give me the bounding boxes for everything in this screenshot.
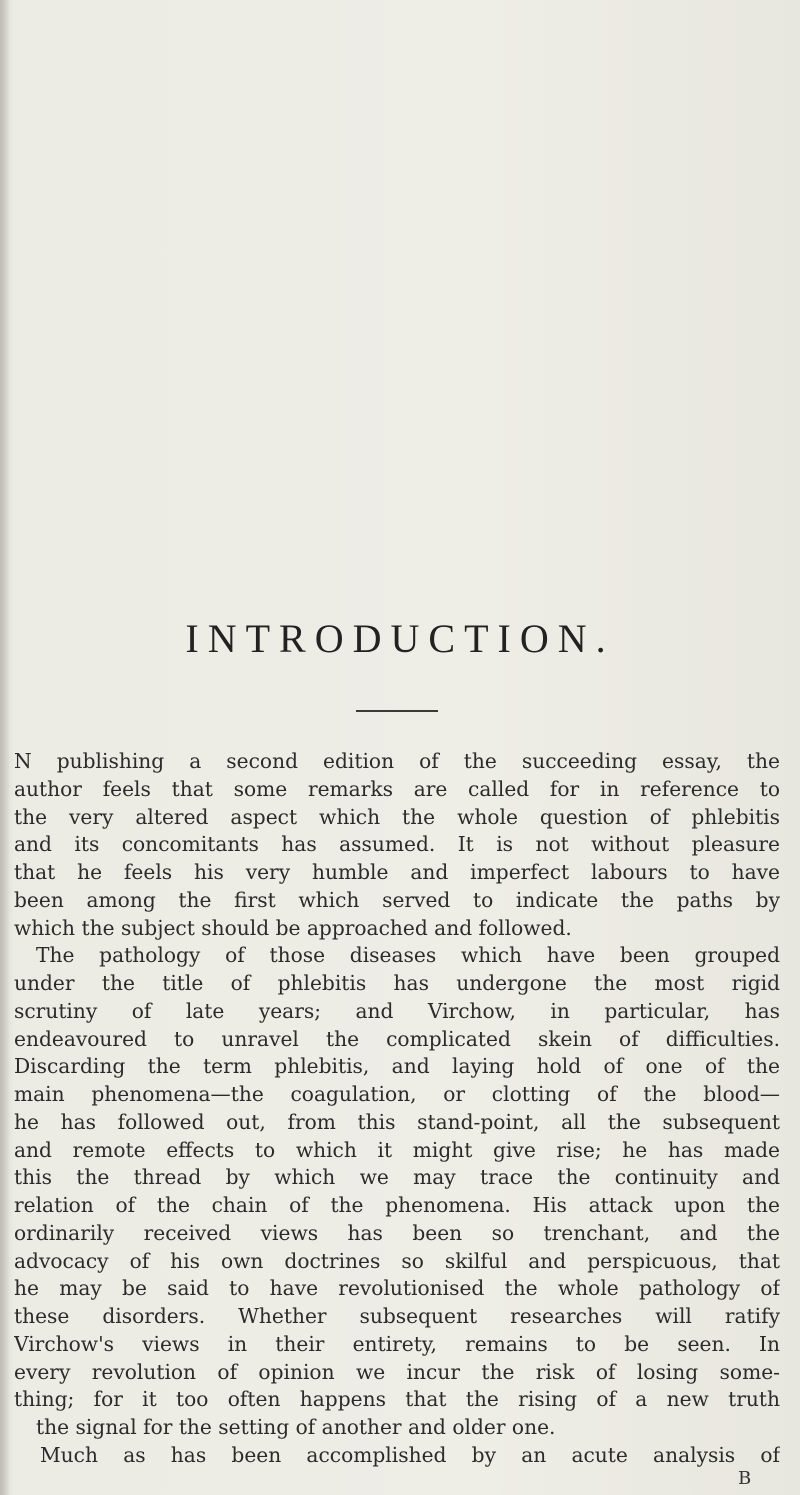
text-line: N publishing a second edition of the succeeding essay, the bbox=[14, 749, 780, 773]
text-line: Much as has been accomplished by an acute analysis of bbox=[40, 1442, 780, 1467]
text-line: author feels that some remarks are called for in reference to bbox=[14, 776, 780, 801]
text-line: he has followed out, from this stand-point, all the subsequent bbox=[14, 1109, 780, 1134]
chapter-heading: INTRODUCTION. bbox=[185, 616, 615, 661]
text-line: relation of the chain of the phenomena. His attack upon the bbox=[14, 1193, 780, 1217]
text-line: been among the first which served to indicate the paths by bbox=[14, 887, 780, 912]
text-line: under the title of phlebitis has undergone the most rigid bbox=[14, 971, 780, 995]
text-line: and its concomitants has assumed. It is not without pleasure bbox=[14, 832, 780, 857]
text-line: and remote effects to which it might give rise; he has made bbox=[14, 1137, 780, 1162]
text-line: he may be said to have revolutionised the whole pathology of bbox=[14, 1276, 780, 1301]
text-line: thing; for it too often happens that the rising of a new truth bbox=[14, 1387, 780, 1412]
signature-mark: B bbox=[738, 1468, 752, 1489]
text-line: advocacy of his own doctrines so skilful and perspicuous, that bbox=[14, 1248, 780, 1273]
text-line: ordinarily received views has been so trenchant, and the bbox=[14, 1220, 780, 1245]
text-line: every revolution of opinion we incur the risk of losing some- bbox=[14, 1359, 780, 1384]
text-line: Virchow's views in their entirety, remains to be seen. In bbox=[14, 1331, 780, 1356]
text-line: The pathology of those diseases which have been grouped bbox=[36, 943, 780, 968]
body-text bbox=[14, 748, 780, 1470]
text-line: main phenomena—the coagulation, or clotting of the blood— bbox=[14, 1082, 780, 1106]
text-line: these disorders. Whether subsequent researches will ratify bbox=[14, 1304, 780, 1328]
binding-gutter bbox=[0, 0, 10, 1495]
text-line: the signal for the setting of another and older one. bbox=[36, 1415, 556, 1439]
text-line: the very altered aspect which the whole question of phlebitis bbox=[14, 804, 780, 829]
text-line: which the subject should be approached and followed. bbox=[14, 915, 572, 940]
text-line: Discarding the term phlebitis, and laying hold of one of the bbox=[14, 1054, 780, 1079]
text-line: this the thread by which we may trace the continuity and bbox=[14, 1165, 780, 1190]
text-line: endeavoured to unravel the complicated skein of difficulties. bbox=[14, 1026, 780, 1051]
text-line: that he feels his very humble and imperfect labours to have bbox=[14, 860, 780, 884]
heading-rule bbox=[356, 710, 438, 712]
text-line: scrutiny of late years; and Virchow, in particular, has bbox=[14, 998, 780, 1023]
